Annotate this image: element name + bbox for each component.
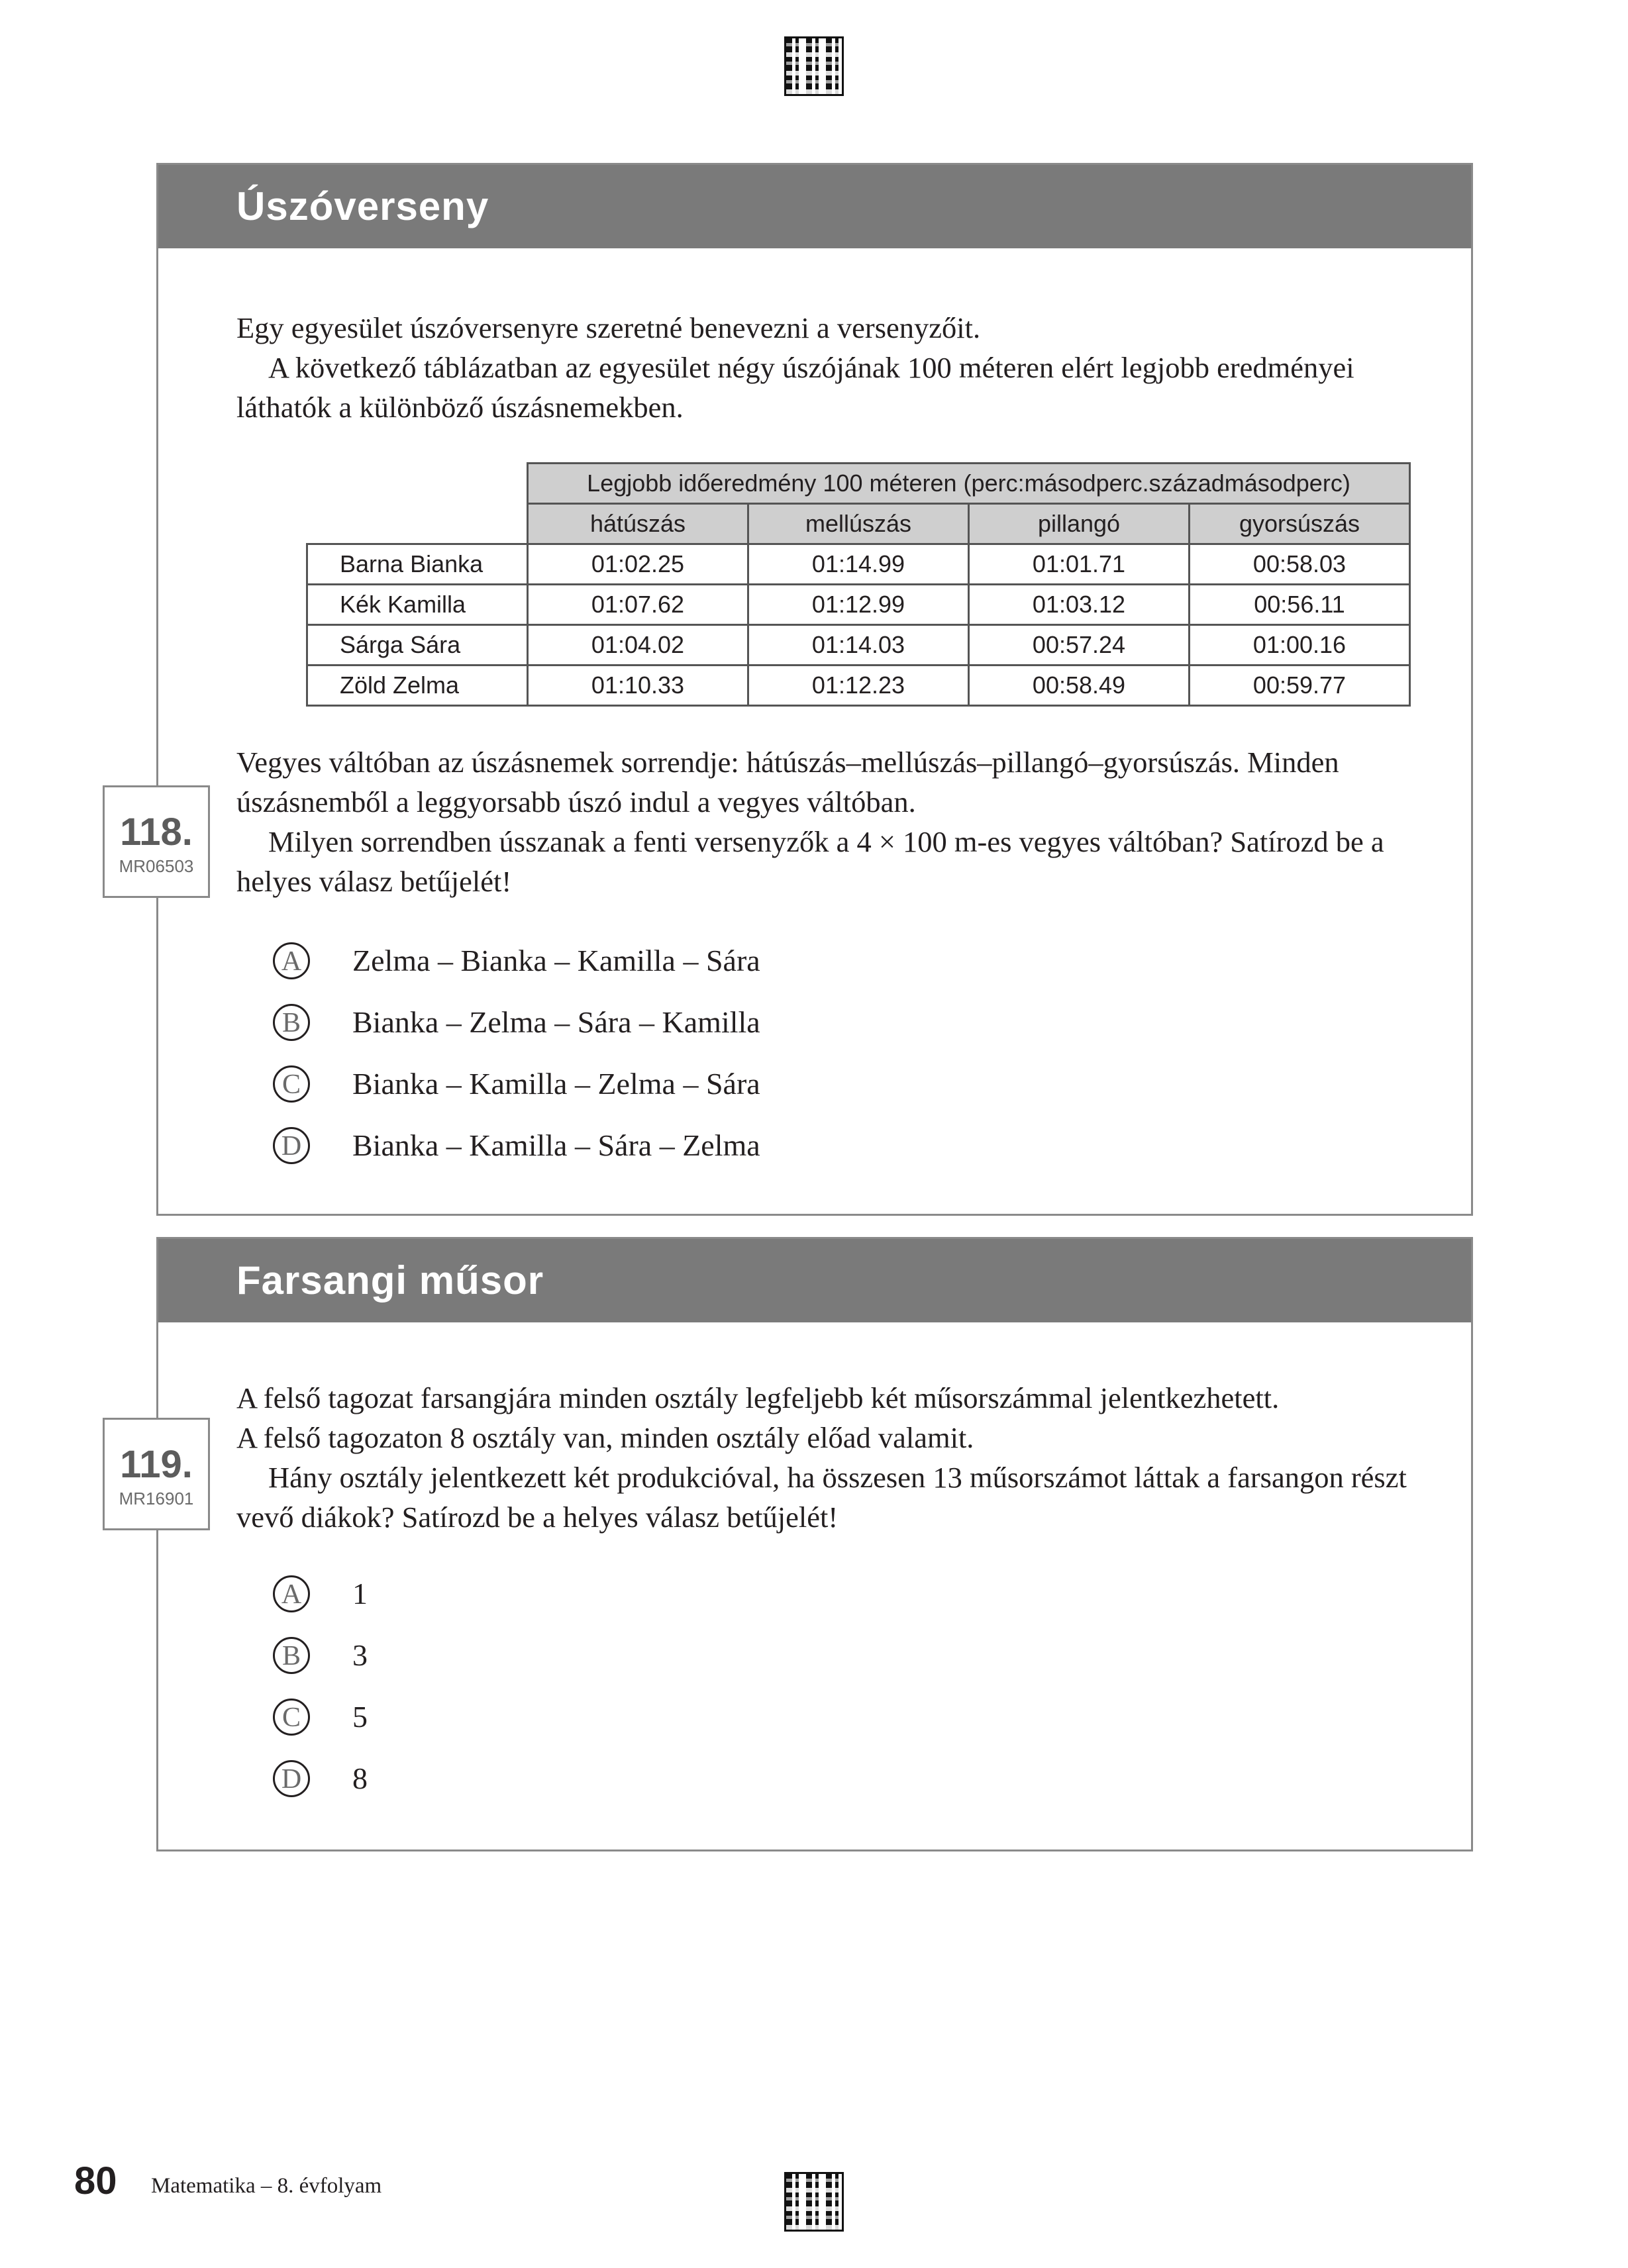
intro-line-1: Egy egyesület úszóversenyre szeretné benevezni a versenyzőit. bbox=[236, 311, 981, 344]
time-cell: 01:01.71 bbox=[969, 544, 1190, 585]
column-header: pillangó bbox=[969, 504, 1190, 544]
question-code: MR16901 bbox=[119, 1489, 194, 1508]
task-question bbox=[236, 1378, 1447, 1537]
option-circle[interactable]: C bbox=[273, 1699, 310, 1736]
option-circle[interactable]: B bbox=[273, 1637, 310, 1674]
time-cell: 01:07.62 bbox=[528, 585, 748, 625]
time-cell: 00:56.11 bbox=[1190, 585, 1410, 625]
option-text: 1 bbox=[352, 1577, 368, 1610]
swimmer-name: Barna Bianka bbox=[307, 544, 528, 585]
option-text: 5 bbox=[352, 1700, 368, 1734]
column-header: hátúszás bbox=[528, 504, 748, 544]
task-question bbox=[236, 742, 1447, 901]
time-cell: 01:14.03 bbox=[748, 625, 969, 666]
time-cell: 01:00.16 bbox=[1190, 625, 1410, 666]
option-text: Bianka – Zelma – Sára – Kamilla bbox=[352, 1005, 760, 1039]
option-circle[interactable]: A bbox=[273, 1575, 310, 1612]
time-cell: 00:57.24 bbox=[969, 625, 1190, 666]
table-row bbox=[307, 585, 1410, 625]
option-text: 8 bbox=[352, 1761, 368, 1795]
question-line-2: Milyen sorrendben ússzanak a fenti versenyzők a 4 × 100 m-es vegyes váltóban? Satírozd be a helyes válasz betűjelét! bbox=[236, 825, 1384, 898]
option-circle[interactable]: C bbox=[273, 1065, 310, 1103]
time-cell: 01:04.02 bbox=[528, 625, 748, 666]
task-title: Farsangi műsor bbox=[158, 1239, 1471, 1322]
time-cell: 00:58.03 bbox=[1190, 544, 1410, 585]
question-line-3: Hány osztály jelentkezett két produkcióval, ha összesen 13 műsorszámot láttak a farsangon részt vevő diákok? Satírozd be a helyes válasz betűjelét! bbox=[236, 1461, 1407, 1534]
time-cell: 01:03.12 bbox=[969, 585, 1190, 625]
table-corner bbox=[307, 504, 528, 544]
qr-code-top bbox=[786, 38, 842, 94]
question-line-1: A felső tagozat farsangjára minden osztály legfeljebb két műsorszámmal jelentkezhetett. bbox=[236, 1381, 1280, 1414]
option-text: Zelma – Bianka – Kamilla – Sára bbox=[352, 944, 760, 977]
task-intro bbox=[236, 308, 1447, 427]
time-cell: 01:14.99 bbox=[748, 544, 969, 585]
swimmer-name: Sárga Sára bbox=[307, 625, 528, 666]
option-circle[interactable]: D bbox=[273, 1127, 310, 1164]
question-number-badge bbox=[103, 785, 210, 898]
option-circle[interactable]: A bbox=[273, 942, 310, 979]
question-number: 119. bbox=[120, 1443, 193, 1486]
intro-line-2: A következő táblázatban az egyesület négy úszójának 100 méteren elért legjobb eredményei láthatók a különböző úszásnemekben. bbox=[236, 351, 1354, 424]
page-number: 80 bbox=[74, 2159, 117, 2202]
option-text: Bianka – Kamilla – Sára – Zelma bbox=[352, 1128, 760, 1162]
time-cell: 00:59.77 bbox=[1190, 666, 1410, 706]
time-cell: 01:10.33 bbox=[528, 666, 748, 706]
question-line-2: A felső tagozaton 8 osztály van, minden osztály előad valamit. bbox=[236, 1421, 974, 1454]
qr-code-bottom bbox=[786, 2174, 842, 2230]
option-text: 3 bbox=[352, 1638, 368, 1672]
time-cell: 01:12.99 bbox=[748, 585, 969, 625]
question-number: 118. bbox=[120, 811, 193, 854]
option-circle[interactable]: B bbox=[273, 1004, 310, 1041]
results-table bbox=[306, 462, 1411, 707]
footer-subject: Matematika – 8. évfolyam bbox=[151, 2174, 382, 2198]
task-box-uszoverseny bbox=[156, 163, 1473, 1216]
table-corner bbox=[307, 464, 528, 504]
column-header: gyorsúszás bbox=[1190, 504, 1410, 544]
table-row bbox=[307, 666, 1410, 706]
table-caption: Legjobb időeredmény 100 méteren (perc:másodperc.századmásodperc) bbox=[528, 464, 1410, 504]
question-code: MR06503 bbox=[119, 856, 194, 876]
option-circle[interactable]: D bbox=[273, 1760, 310, 1797]
table-row bbox=[307, 625, 1410, 666]
swimmer-name: Kék Kamilla bbox=[307, 585, 528, 625]
swimmer-name: Zöld Zelma bbox=[307, 666, 528, 706]
table-row bbox=[307, 544, 1410, 585]
time-cell: 01:12.23 bbox=[748, 666, 969, 706]
task-title: Úszóverseny bbox=[158, 165, 1471, 248]
time-cell: 00:58.49 bbox=[969, 666, 1190, 706]
question-line-1: Vegyes váltóban az úszásnemek sorrendje: hátúszás–mellúszás–pillangó–gyorsúszás. Minden úszásnemből a leggyorsabb úszó indul a vegyes váltóban. bbox=[236, 746, 1339, 818]
option-text: Bianka – Kamilla – Zelma – Sára bbox=[352, 1067, 760, 1101]
time-cell: 01:02.25 bbox=[528, 544, 748, 585]
question-number-badge bbox=[103, 1418, 210, 1530]
column-header: mellúszás bbox=[748, 504, 969, 544]
